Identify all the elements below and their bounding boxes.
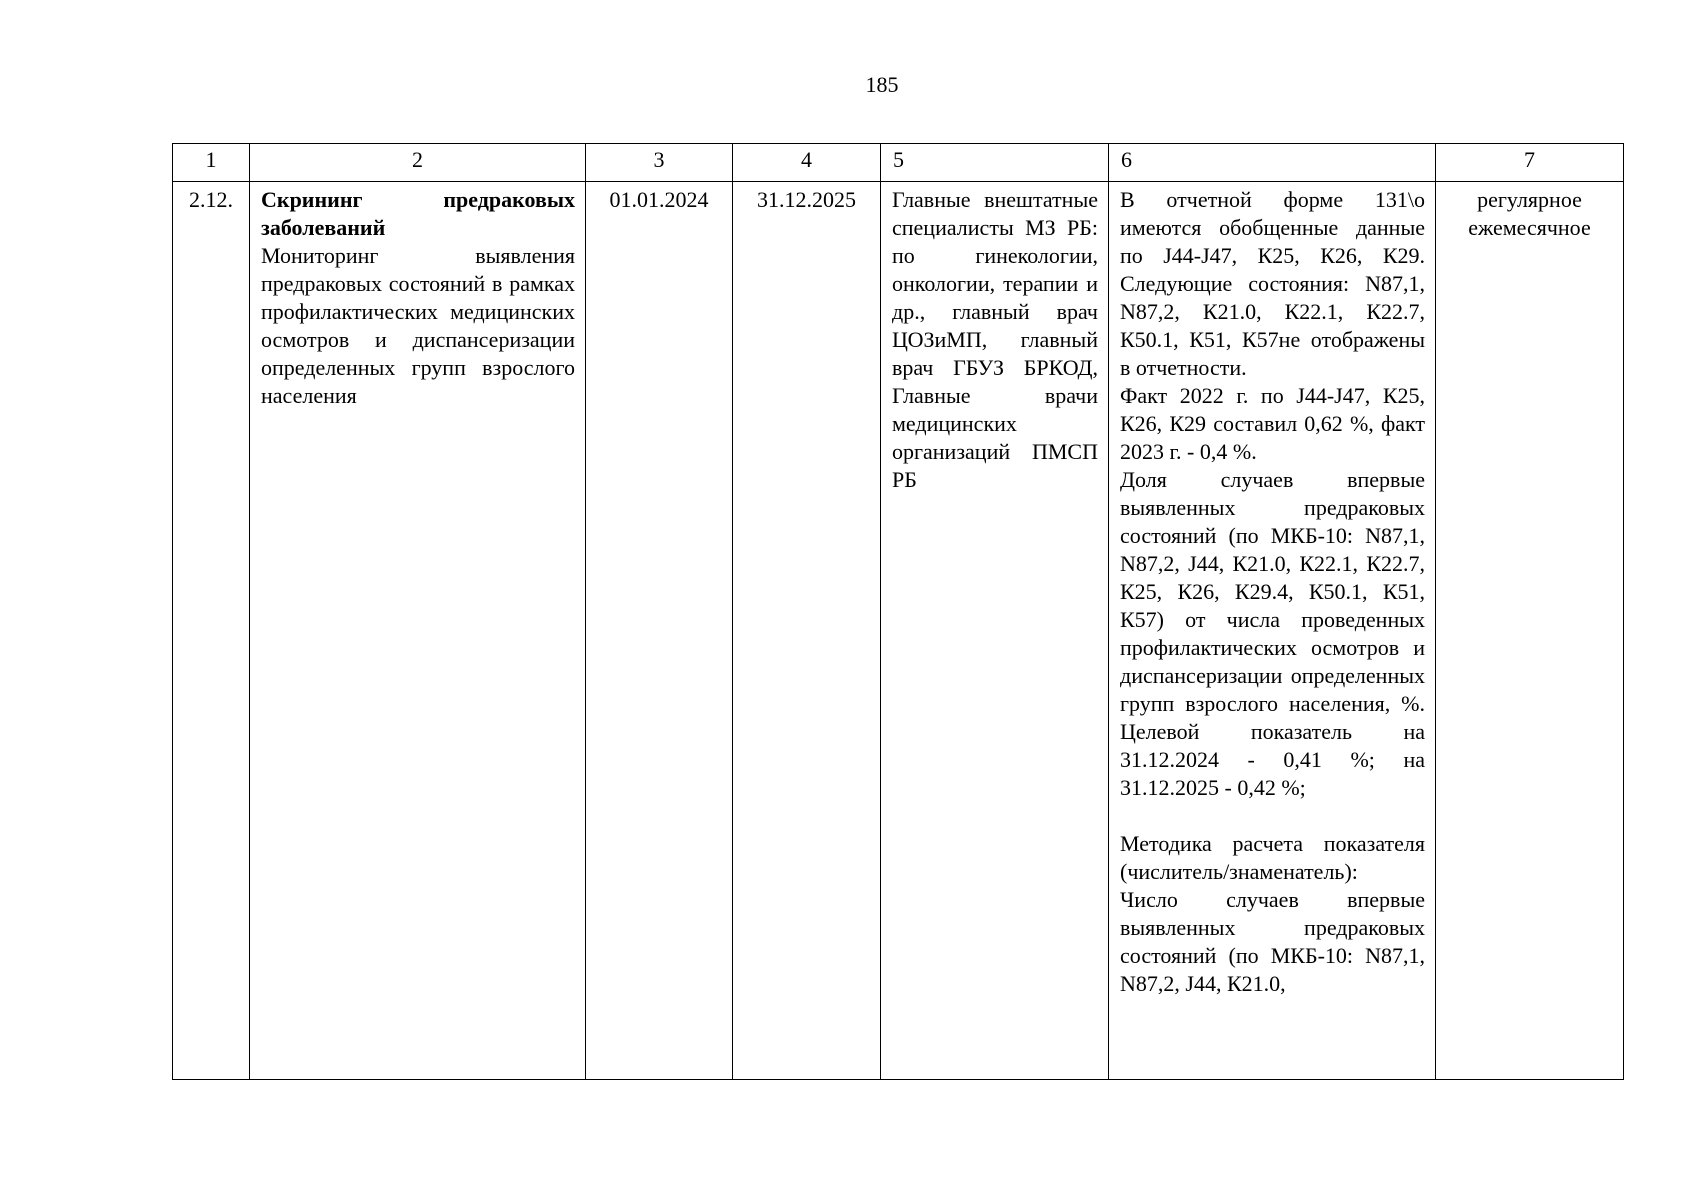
row-number: 2.12. xyxy=(173,182,250,1080)
header-col-4: 4 xyxy=(733,144,881,182)
header-col-2: 2 xyxy=(250,144,586,182)
measures-table xyxy=(172,143,1624,1080)
header-col-6: 6 xyxy=(1109,144,1436,182)
indicator-fact: Факт 2022 г. по J44-J47, К25, К26, К29 составил 0,62 %, факт 2023 г. - 0,4 %. xyxy=(1120,383,1425,464)
measure-cell xyxy=(250,182,586,1080)
indicator-numerator: Число случаев впервые выявленных предраковых состояний (по МКБ-10: N87,1, N87,2, J44, К21.0, xyxy=(1120,887,1425,996)
indicator-target: Доля случаев впервые выявленных предраковых состояний (по МКБ-10: N87,1, N87,2, J44, К21.0, К22.1, К22.7, К25, К26, К29.4, К50.1, К51, К57) от числа проведенных профилактических осмотров и диспансеризации определенных групп взрослого населения, %. Целевой показатель на 31.12.2024 - 0,41 %; на 31.12.2025 - 0,42 %; xyxy=(1120,467,1425,800)
measure-title: Скрининг предраковых заболеваний xyxy=(261,187,575,240)
page-number: 185 xyxy=(865,72,899,97)
end-date: 31.12.2025 xyxy=(733,182,881,1080)
frequency: регулярное ежемесячное xyxy=(1436,182,1624,1080)
header-col-7: 7 xyxy=(1436,144,1624,182)
responsible-persons: Главные внештатные специалисты МЗ РБ: по гинекологии, онкологии, терапии и др., главный врач ЦОЗиМП, главный врач ГБУЗ БРКОД, Главные врачи медицинских организаций ПМСП РБ xyxy=(881,182,1109,1080)
table-row xyxy=(173,182,1624,1080)
indicator-cell xyxy=(1109,182,1436,1080)
header-col-3: 3 xyxy=(586,144,733,182)
header-col-1: 1 xyxy=(173,144,250,182)
header-col-5: 5 xyxy=(881,144,1109,182)
table-header-row xyxy=(173,144,1624,182)
paragraph-gap xyxy=(1120,802,1425,830)
indicator-method-title: Методика расчета показателя (числитель/знаменатель): xyxy=(1120,831,1425,884)
measure-description: Мониторинг выявления предраковых состояний в рамках профилактических медицинских осмотров и диспансеризации определенных групп взрослого населения xyxy=(261,243,575,408)
start-date: 01.01.2024 xyxy=(586,182,733,1080)
indicator-reporting-note: В отчетной форме 131\о имеются обобщенные данные по J44-J47, К25, К26, К29. Следующие состояния: N87,1, N87,2, К21.0, К22.1, К22.7, К50.1, К51, К57не отображены в отчетности. xyxy=(1120,187,1425,380)
